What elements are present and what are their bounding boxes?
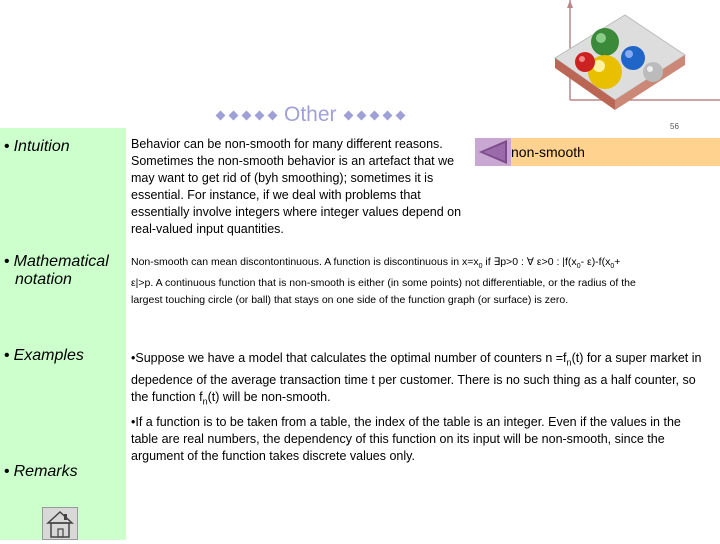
example-paragraph-1: •Suppose we have a model that calculates the optimal number of counters $n =f_n(t)$ for a super market in depedence of the average transaction time t per customer. There is no such thing as a half counter, so the function $f_n(t)$ will be non-smooth.: [131, 351, 702, 406]
bullet-intuition: • Intuition: [4, 138, 70, 155]
slide-title: Other: [284, 103, 337, 126]
decorative-diamonds-right: [345, 112, 404, 119]
bullet-remarks: • Remarks: [4, 463, 78, 480]
math-line-1: Non-smooth can mean discontontinuous. A function is discontinuous in $x=x_0$ if ∃p>0 : ∀ ε>0 : $|f(x_0-$ $\varepsilon)-f(x_0+$: [131, 256, 621, 271]
math-line-3: largest touching circle (or ball) that stays on one side of the function graph (or surface) is zero.: [131, 294, 569, 307]
slide-number: 56: [670, 122, 679, 131]
bullet-mathematical-notation: • Mathematical notation: [4, 253, 109, 288]
slide-title-row: [217, 102, 497, 128]
example-paragraph-2: •If a function is to be taken from a table, the index of the table is an integer. Even if the values in the table are real numbers, the dependency of this function on its input will be non-smooth, since the argument of the function takes discrete values only.: [131, 415, 681, 463]
non-smooth-label: non-smooth: [511, 144, 585, 160]
math-notation-text: [131, 254, 720, 309]
math-line-2: ε|>p. A continuous function that is non-smooth is either (in some points) not differentiable, or the radius of the: [131, 277, 636, 290]
examples-text: [131, 350, 711, 465]
bullet-examples: • Examples: [4, 347, 84, 364]
3d-axes-spheres-logo: [535, 0, 720, 115]
home-icon: [43, 508, 77, 539]
back-arrow-button[interactable]: [475, 138, 511, 166]
home-button[interactable]: [42, 507, 78, 540]
back-arrow-icon: [475, 138, 511, 166]
intuition-text: Behavior can be non-smooth for many different reasons. Sometimes the non-smooth behavior is an artefact that we may want to get rid of (byh smoothing); sometimes it is essential. For instance, if we deal with problems that essentially involve integers where integer values depend on real-valued input quantities.: [131, 137, 462, 236]
decorative-diamonds-left: [217, 112, 276, 119]
